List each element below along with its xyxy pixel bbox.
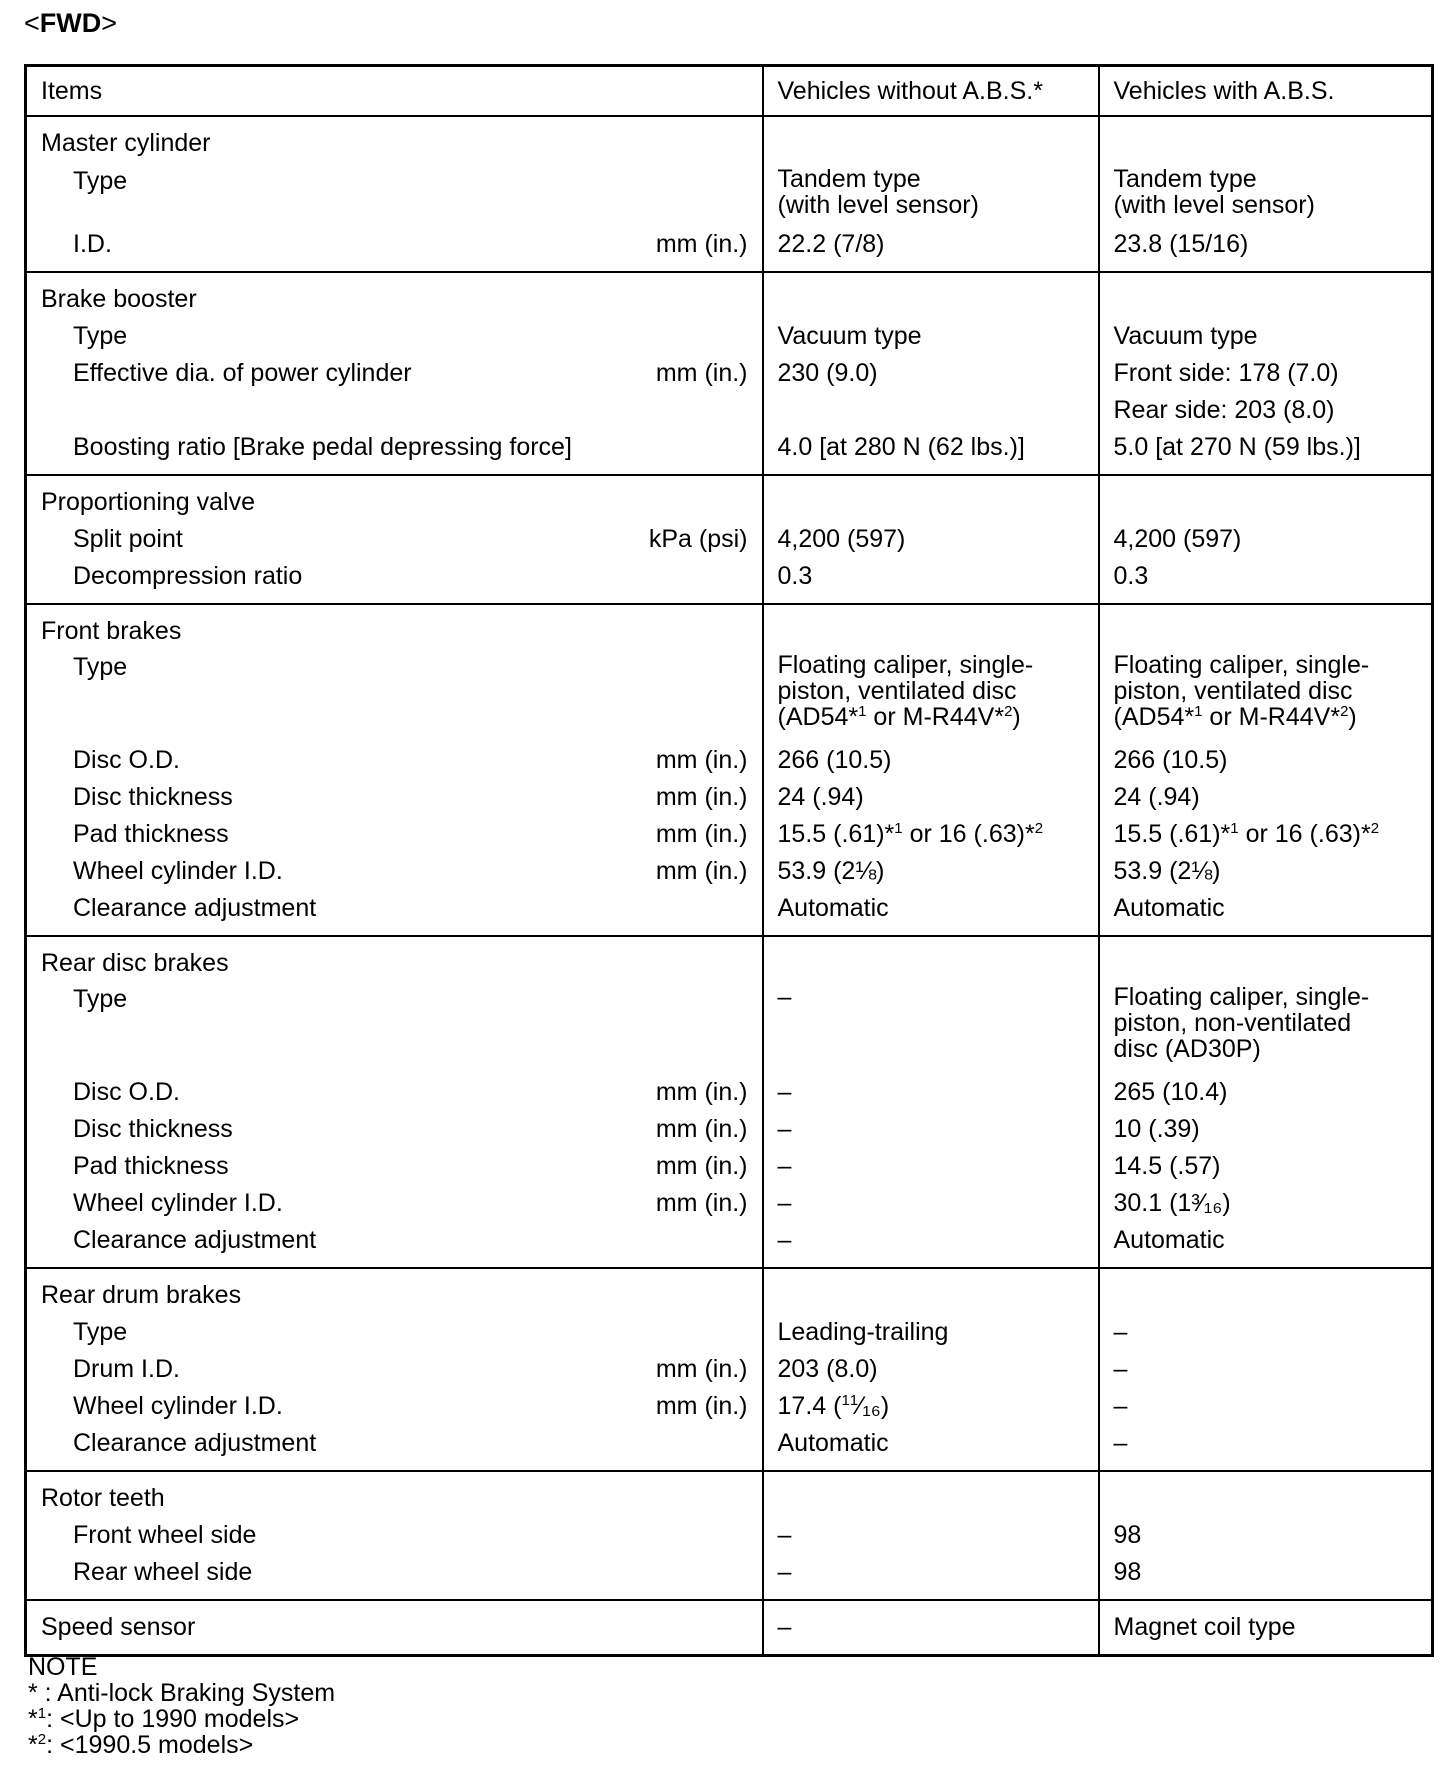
spacer xyxy=(764,613,1098,650)
group-title-text: Rear drum brakes xyxy=(41,1281,242,1309)
item-label: Disc O.D. xyxy=(73,1078,180,1106)
spec-row-label xyxy=(27,1148,762,1185)
value-without-abs xyxy=(764,392,1098,429)
value-with-abs xyxy=(1100,1425,1432,1462)
value-line: 0.3 xyxy=(777,562,813,590)
value-with-abs: Magnet coil type xyxy=(1113,1613,1296,1641)
group-title-text: Speed sensor xyxy=(41,1613,196,1641)
item-label: Effective dia. of power cylinder xyxy=(73,359,412,387)
spec-group xyxy=(26,1268,1433,1471)
item-unit: mm (in.) xyxy=(655,1189,748,1217)
value-with-abs xyxy=(1100,1074,1432,1111)
value-with-abs xyxy=(1100,1517,1432,1554)
value-line: 4,200 (597) xyxy=(777,525,906,553)
value-line: 15.5 (.61)*$^1$ or 16 (.63)*$^2$ xyxy=(1113,820,1380,848)
value-line: piston, non-ventilated xyxy=(1113,1009,1352,1037)
value-with-abs xyxy=(1100,558,1432,595)
group-title xyxy=(27,613,762,650)
spec-row-label xyxy=(27,982,762,1074)
value-line: piston, ventilated disc xyxy=(777,677,1017,705)
value-line: – xyxy=(1113,1318,1128,1346)
spacer xyxy=(1100,613,1432,650)
spacer xyxy=(1100,1277,1432,1314)
spec-group xyxy=(26,116,1433,272)
table-header-row xyxy=(26,66,1433,117)
spec-row-label xyxy=(27,1554,762,1591)
value-line: 98 xyxy=(1113,1521,1142,1549)
group-without-abs-cell xyxy=(763,116,1099,272)
value-line: piston, ventilated disc xyxy=(1113,677,1353,705)
group-title xyxy=(27,1277,762,1314)
value-line: – xyxy=(777,1226,792,1254)
value-line: Automatic xyxy=(1113,894,1225,922)
spec-row-label xyxy=(27,742,762,779)
value-without-abs xyxy=(764,1185,1098,1222)
item-label: Disc thickness xyxy=(73,1115,233,1143)
value-line: 24 (.94) xyxy=(777,783,864,811)
value-line: 203 (8.0) xyxy=(777,1355,878,1383)
spec-row-label xyxy=(27,355,762,392)
value-line: – xyxy=(777,1078,792,1106)
group-title xyxy=(27,281,762,318)
item-unit: mm (in.) xyxy=(655,1392,748,1420)
header-without-abs: Vehicles without A.B.S.* xyxy=(763,66,1099,117)
group-title xyxy=(27,484,762,521)
item-unit: mm (in.) xyxy=(655,1152,748,1180)
spec-row-label xyxy=(27,429,762,466)
value-with-abs xyxy=(1100,318,1432,355)
value-line: Front side: 178 (7.0) xyxy=(1113,359,1339,387)
item-label: Pad thickness xyxy=(73,820,229,848)
value-with-abs xyxy=(1100,982,1432,1074)
value-line: (AD54*$^1$ or M-R44V*$^2$) xyxy=(777,703,1021,731)
value-without-abs xyxy=(764,1554,1098,1591)
item-label: Boosting ratio [Brake pedal depressing force] xyxy=(73,433,572,461)
spacer xyxy=(1100,945,1432,982)
group-with-abs-cell xyxy=(1099,1600,1433,1656)
spacer xyxy=(1100,484,1432,521)
value-line: 266 (10.5) xyxy=(777,746,892,774)
value-without-abs xyxy=(764,1148,1098,1185)
value-line: 14.5 (.57) xyxy=(1113,1152,1221,1180)
group-items-cell xyxy=(26,1471,763,1600)
value-line: – xyxy=(777,1115,792,1143)
value-without-abs: – xyxy=(777,1613,792,1641)
item-unit: mm (in.) xyxy=(655,783,748,811)
value-line: 15.5 (.61)*$^1$ or 16 (.63)*$^2$ xyxy=(777,820,1044,848)
group-with-abs-cell xyxy=(1099,272,1433,475)
value-without-abs xyxy=(764,521,1098,558)
spec-group xyxy=(26,272,1433,475)
item-label: Type xyxy=(73,985,128,1013)
item-unit: mm (in.) xyxy=(655,746,748,774)
value-with-abs xyxy=(1100,1554,1432,1591)
group-without-abs-cell xyxy=(763,1600,1099,1656)
spec-group xyxy=(26,475,1433,604)
spec-row-label xyxy=(27,1111,762,1148)
value-with-abs xyxy=(1100,162,1432,226)
value-without-abs xyxy=(764,1517,1098,1554)
value-line: 10 (.39) xyxy=(1113,1115,1200,1143)
spacer xyxy=(764,281,1098,318)
spec-row-label xyxy=(27,318,762,355)
spec-row-label xyxy=(27,1074,762,1111)
value-line: Automatic xyxy=(777,1429,889,1457)
item-unit: mm (in.) xyxy=(655,230,748,258)
note-line: *$^1$: <Up to 1990 models> xyxy=(28,1705,300,1733)
group-with-abs-cell xyxy=(1099,475,1433,604)
spec-row-label xyxy=(27,1351,762,1388)
value-without-abs xyxy=(764,982,1098,1074)
value-line: 53.9 (2⅛) xyxy=(1113,857,1221,885)
value-without-abs xyxy=(764,1111,1098,1148)
value-line: 22.2 (7/8) xyxy=(777,230,885,258)
group-without-abs-cell xyxy=(763,272,1099,475)
group-without-abs-cell xyxy=(763,604,1099,936)
spec-row-label xyxy=(27,890,762,927)
spacer xyxy=(764,484,1098,521)
spec-row-label xyxy=(27,558,762,595)
item-label: Wheel cylinder I.D. xyxy=(73,1392,283,1420)
value-with-abs xyxy=(1100,816,1432,853)
value-line: 4,200 (597) xyxy=(1113,525,1242,553)
header-items: Items xyxy=(26,66,763,117)
value-line: 4.0 [at 280 N (62 lbs.)] xyxy=(777,433,1025,461)
value-line: Floating caliper, single- xyxy=(1113,651,1370,679)
value-line: 5.0 [at 270 N (59 lbs.)] xyxy=(1113,433,1361,461)
spec-group xyxy=(26,1600,1433,1656)
note-line: * : Anti-lock Braking System xyxy=(28,1679,336,1707)
value-with-abs xyxy=(1100,1185,1432,1222)
spec-group xyxy=(26,936,1433,1268)
item-unit: kPa (psi) xyxy=(648,525,748,553)
spec-row-label xyxy=(27,1185,762,1222)
value-with-abs xyxy=(1100,1111,1432,1148)
spacer xyxy=(1100,125,1432,162)
item-label: Clearance adjustment xyxy=(73,1429,317,1457)
value-without-abs xyxy=(764,853,1098,890)
value-line: Floating caliper, single- xyxy=(777,651,1034,679)
spacer xyxy=(764,1277,1098,1314)
value-with-abs xyxy=(1100,1388,1432,1425)
group-with-abs-cell xyxy=(1099,1268,1433,1471)
item-label: I.D. xyxy=(73,230,112,258)
value-with-abs xyxy=(1100,392,1432,429)
value-without-abs xyxy=(764,1222,1098,1259)
spec-row-label xyxy=(27,1388,762,1425)
group-without-abs-cell xyxy=(763,1268,1099,1471)
group-title-text: Front brakes xyxy=(41,617,182,645)
value-with-abs xyxy=(1100,779,1432,816)
heading-text: FWD xyxy=(39,8,102,38)
value-without-abs xyxy=(764,779,1098,816)
item-label: Decompression ratio xyxy=(73,562,303,590)
group-title xyxy=(27,1609,762,1646)
value-without-abs xyxy=(764,429,1098,466)
item-unit: mm (in.) xyxy=(655,857,748,885)
value-line: – xyxy=(1113,1429,1128,1457)
value-line: Rear side: 203 (8.0) xyxy=(1113,396,1335,424)
value-without-abs xyxy=(764,1351,1098,1388)
group-without-abs-cell xyxy=(763,475,1099,604)
item-label: Clearance adjustment xyxy=(73,1226,317,1254)
header-with-abs: Vehicles with A.B.S. xyxy=(1099,66,1433,117)
group-items-cell xyxy=(26,116,763,272)
page-heading: <FWD> xyxy=(24,8,118,38)
value-without-abs xyxy=(764,355,1098,392)
spec-group xyxy=(26,604,1433,936)
item-unit: mm (in.) xyxy=(655,1115,748,1143)
value-line: 0.3 xyxy=(1113,562,1149,590)
value-without-abs xyxy=(764,890,1098,927)
group-title-text: Brake booster xyxy=(41,285,197,313)
item-label: Front wheel side xyxy=(73,1521,257,1549)
value-line: – xyxy=(777,1189,792,1217)
item-label: Disc thickness xyxy=(73,783,233,811)
group-items-cell xyxy=(26,604,763,936)
value-line: 265 (10.4) xyxy=(1113,1078,1228,1106)
group-title xyxy=(27,945,762,982)
note-title: NOTE xyxy=(28,1653,98,1681)
value-with-abs xyxy=(1100,429,1432,466)
item-label: Clearance adjustment xyxy=(73,894,317,922)
value-without-abs xyxy=(764,742,1098,779)
group-items-cell xyxy=(26,475,763,604)
value-line: 230 (9.0) xyxy=(777,359,878,387)
value-line: Tandem type xyxy=(777,165,921,193)
spacer xyxy=(1100,1480,1432,1517)
value-line: – xyxy=(777,1521,792,1549)
item-label: Type xyxy=(73,1318,128,1346)
value-with-abs xyxy=(1100,1222,1432,1259)
value-without-abs xyxy=(764,650,1098,742)
value-without-abs xyxy=(764,1388,1098,1425)
item-unit: mm (in.) xyxy=(655,820,748,848)
value-line: – xyxy=(1113,1355,1128,1383)
group-with-abs-cell xyxy=(1099,1471,1433,1600)
spec-row-label xyxy=(27,853,762,890)
value-without-abs xyxy=(764,226,1098,263)
item-label: Wheel cylinder I.D. xyxy=(73,1189,283,1217)
value-line: Vacuum type xyxy=(1113,322,1258,350)
group-items-cell xyxy=(26,1600,763,1656)
spacer xyxy=(764,945,1098,982)
value-line: 53.9 (2⅛) xyxy=(777,857,885,885)
brake-spec-table xyxy=(24,64,1434,1657)
value-line: 98 xyxy=(1113,1558,1142,1586)
value-without-abs xyxy=(764,816,1098,853)
value-line: – xyxy=(777,1152,792,1180)
value-with-abs xyxy=(1100,1148,1432,1185)
item-unit: mm (in.) xyxy=(655,359,748,387)
value-line: Vacuum type xyxy=(777,322,922,350)
group-items-cell xyxy=(26,272,763,475)
item-label: Type xyxy=(73,322,128,350)
value-with-abs xyxy=(1100,742,1432,779)
item-label: Disc O.D. xyxy=(73,746,180,774)
spec-row-label xyxy=(27,226,762,263)
spacer xyxy=(1100,281,1432,318)
group-title-text: Proportioning valve xyxy=(41,488,256,516)
item-unit: mm (in.) xyxy=(655,1078,748,1106)
value-with-abs xyxy=(1100,1351,1432,1388)
spec-row-label xyxy=(27,1425,762,1462)
item-label: Pad thickness xyxy=(73,1152,229,1180)
value-line: 24 (.94) xyxy=(1113,783,1200,811)
value-without-abs xyxy=(764,558,1098,595)
group-without-abs-cell xyxy=(763,1471,1099,1600)
spec-row-label xyxy=(27,392,762,429)
group-with-abs-cell xyxy=(1099,604,1433,936)
value-without-abs xyxy=(764,162,1098,226)
note-line: *$^2$: <1990.5 models> xyxy=(28,1731,254,1759)
value-line: – xyxy=(777,1558,792,1586)
spacer xyxy=(764,1480,1098,1517)
value-line: Leading-trailing xyxy=(777,1318,949,1346)
group-items-cell xyxy=(26,936,763,1268)
value-with-abs xyxy=(1100,521,1432,558)
value-line: – xyxy=(1113,1392,1128,1420)
value-line: 23.8 (15/16) xyxy=(1113,230,1249,258)
spec-row-label xyxy=(27,1222,762,1259)
value-line: 30.1 (1³⁄₁₆) xyxy=(1113,1189,1231,1217)
item-label: Type xyxy=(73,167,128,195)
spec-row-label xyxy=(27,779,762,816)
spec-row-label xyxy=(27,650,762,742)
value-with-abs xyxy=(1100,1314,1432,1351)
group-title xyxy=(27,125,762,162)
spacer xyxy=(764,125,1098,162)
value-line: Automatic xyxy=(1113,1226,1225,1254)
item-label: Wheel cylinder I.D. xyxy=(73,857,283,885)
value-line: Floating caliper, single- xyxy=(1113,983,1370,1011)
group-title-text: Rear disc brakes xyxy=(41,949,229,977)
spec-row-label xyxy=(27,162,762,226)
group-title-text: Rotor teeth xyxy=(41,1484,165,1512)
group-with-abs-cell xyxy=(1099,116,1433,272)
value-with-abs xyxy=(1100,890,1432,927)
value-line: (with level sensor) xyxy=(1113,191,1315,219)
spec-row-label xyxy=(27,1517,762,1554)
spec-row-label xyxy=(27,521,762,558)
value-without-abs xyxy=(764,318,1098,355)
value-line: Automatic xyxy=(777,894,889,922)
value-line: (with level sensor) xyxy=(777,191,979,219)
group-title xyxy=(27,1480,762,1517)
group-with-abs-cell xyxy=(1099,936,1433,1268)
item-label: Drum I.D. xyxy=(73,1355,180,1383)
group-without-abs-cell xyxy=(763,936,1099,1268)
value-with-abs xyxy=(1100,226,1432,263)
value-line: – xyxy=(777,983,792,1011)
group-items-cell xyxy=(26,1268,763,1471)
value-line: 17.4 ($^{11}$⁄₁₆) xyxy=(777,1392,890,1420)
note-block xyxy=(28,1654,335,1758)
item-label: Type xyxy=(73,653,128,681)
value-without-abs xyxy=(764,1074,1098,1111)
value-without-abs xyxy=(764,1425,1098,1462)
value-with-abs xyxy=(1100,355,1432,392)
spec-group xyxy=(26,1471,1433,1600)
item-unit: mm (in.) xyxy=(655,1355,748,1383)
spec-row-label xyxy=(27,816,762,853)
value-line: disc (AD30P) xyxy=(1113,1035,1261,1063)
item-label: Rear wheel side xyxy=(73,1558,253,1586)
value-line: 266 (10.5) xyxy=(1113,746,1228,774)
value-without-abs xyxy=(764,1314,1098,1351)
spec-row-label xyxy=(27,1314,762,1351)
item-label: Split point xyxy=(73,525,183,553)
group-title-text: Master cylinder xyxy=(41,129,211,157)
value-with-abs xyxy=(1100,853,1432,890)
value-line: Tandem type xyxy=(1113,165,1257,193)
value-line: (AD54*$^1$ or M-R44V*$^2$) xyxy=(1113,703,1357,731)
value-with-abs xyxy=(1100,650,1432,742)
